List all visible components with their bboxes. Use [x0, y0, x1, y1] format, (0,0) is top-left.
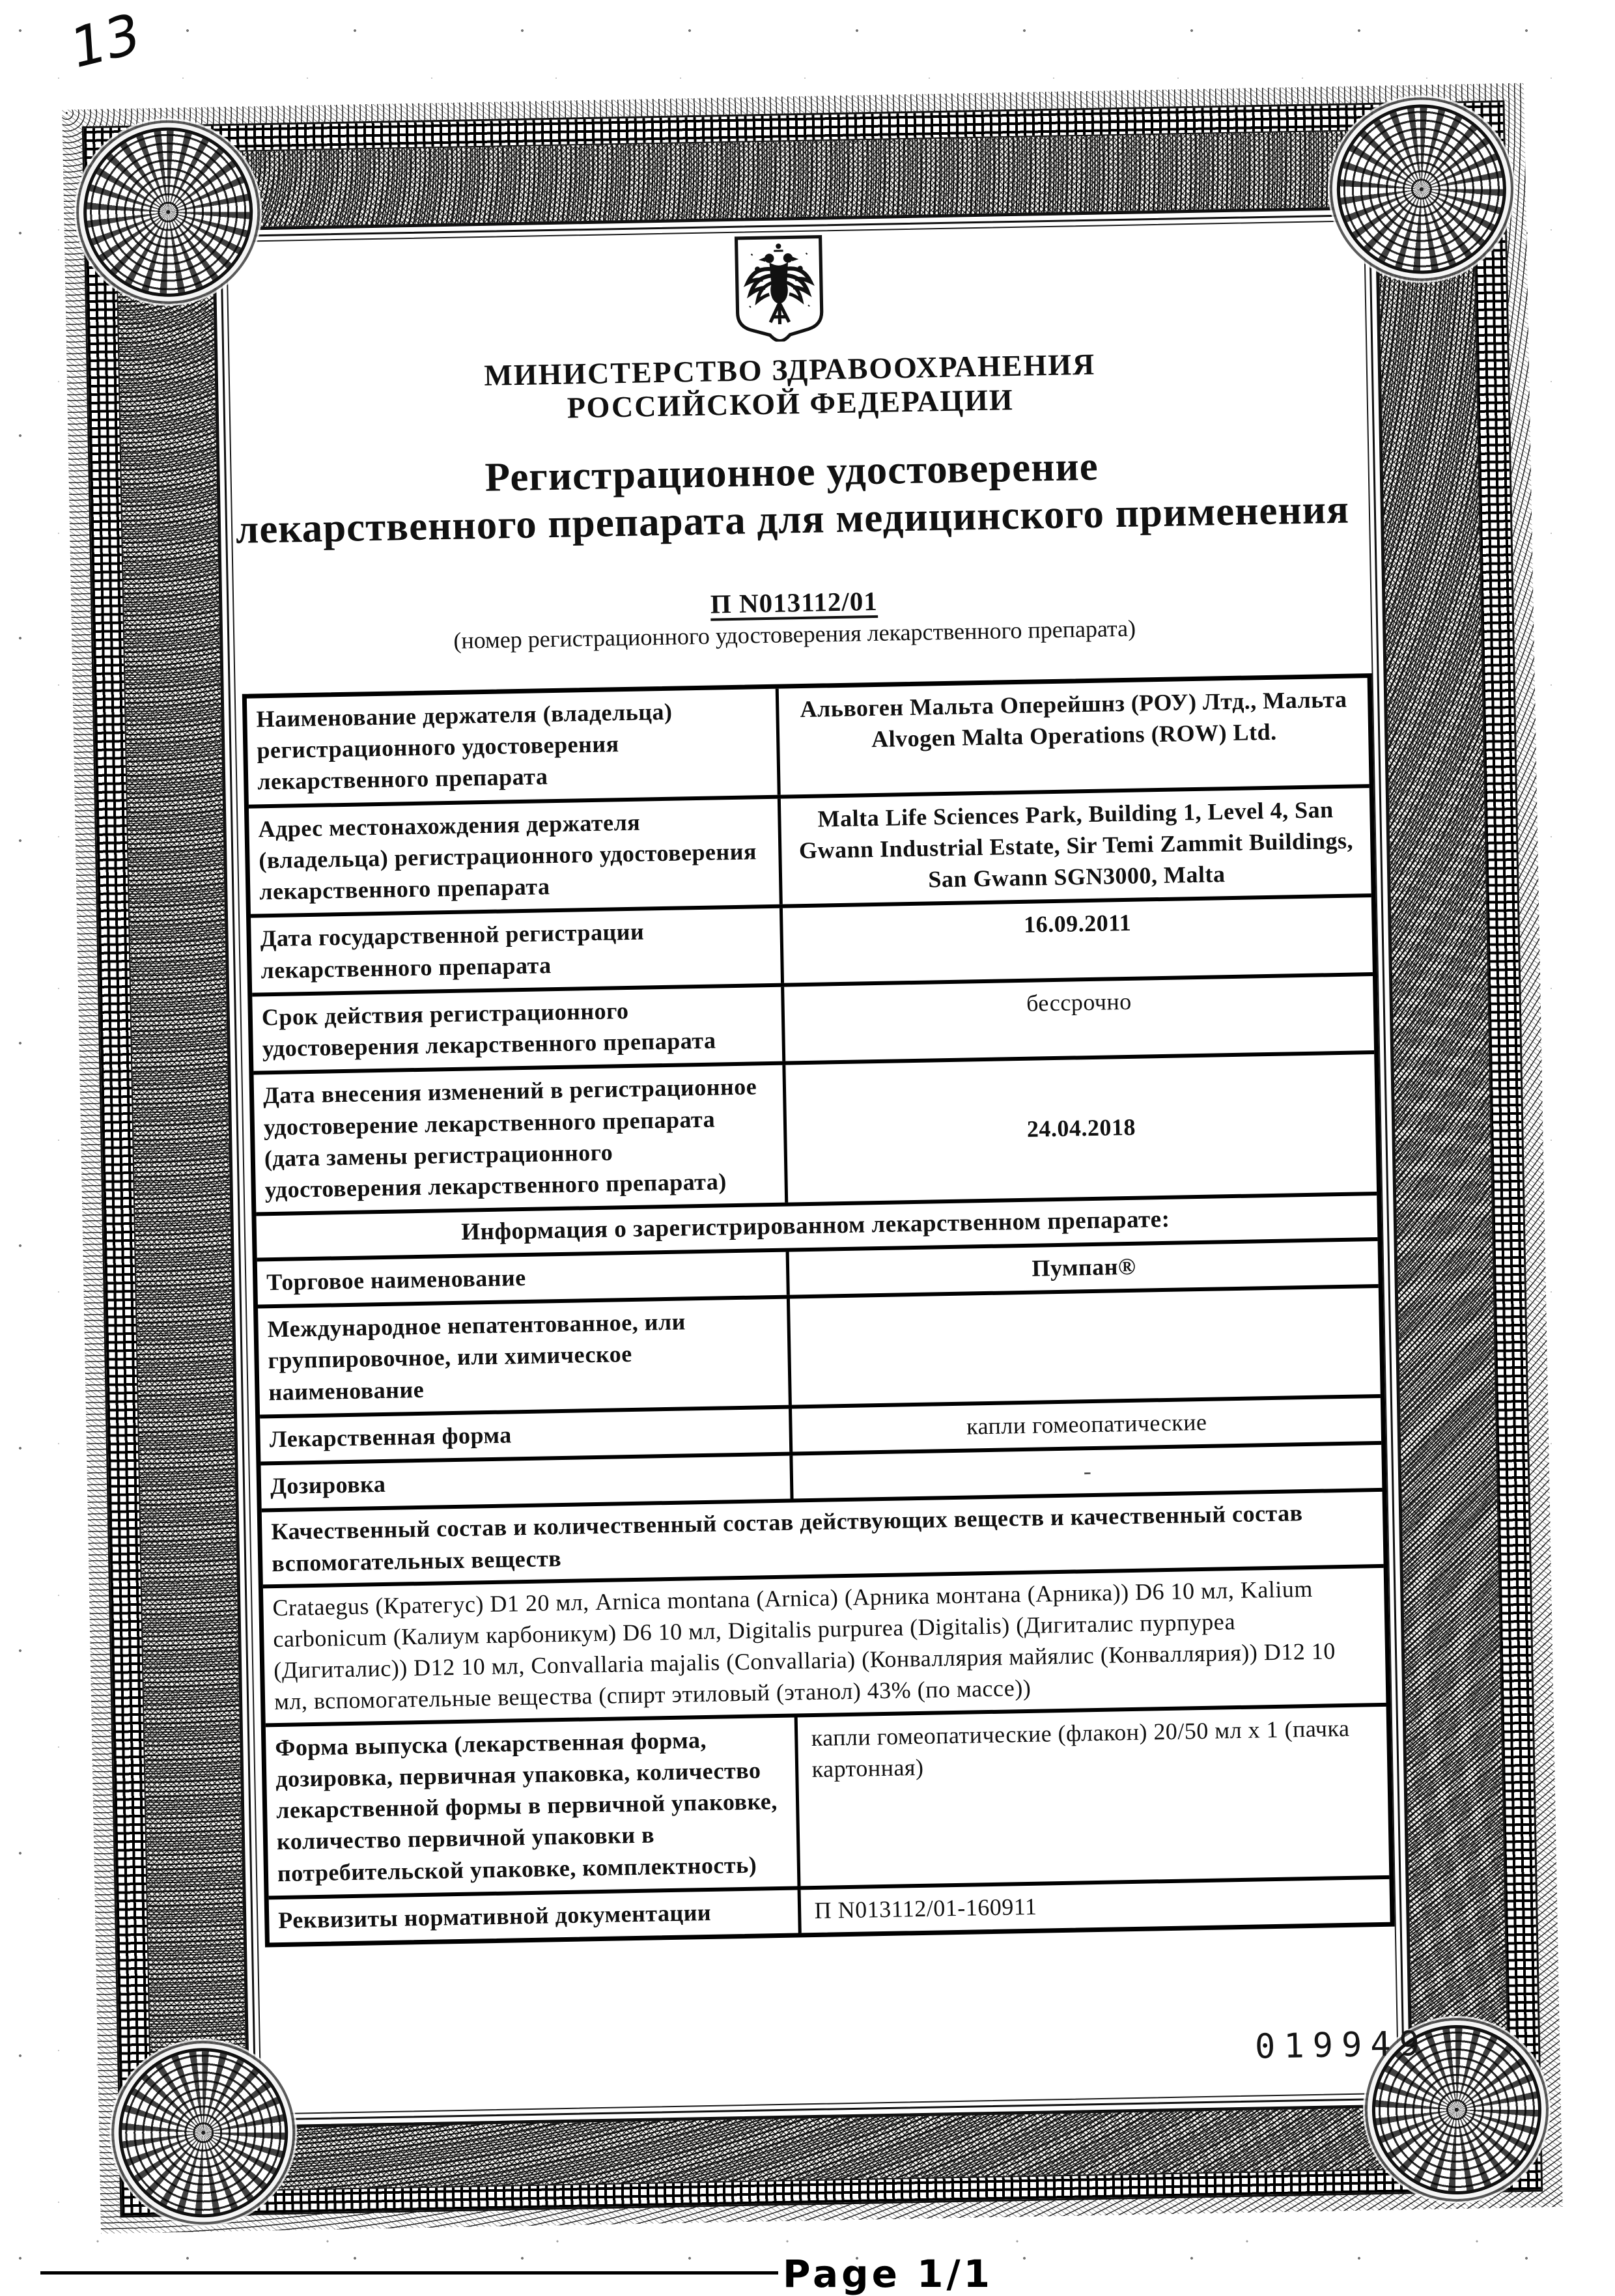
title-line-2: лекарственного препарата для медицинского применения: [235, 486, 1350, 552]
row-label: Торговое наименование: [257, 1252, 791, 1304]
footer-page-indicator: Page 1/1: [783, 2252, 994, 2296]
section-header: Информация о зарегистрированном лекарственном препарате:: [460, 1206, 1170, 1246]
row-label: Лекарственная форма: [260, 1408, 793, 1461]
handwritten-page-mark: 13: [69, 0, 141, 82]
table-row-amend-date: [253, 1050, 1377, 1212]
table-row-release-form: [266, 1703, 1390, 1896]
row-label: Срок действия регистрационного удостоверения лекарственного препарата: [252, 987, 785, 1071]
row-value: Пумпан®: [1032, 1253, 1136, 1281]
ministry-line-1: МИНИСТЕРСТВО ЗДРАВООХРАНЕНИЯ: [483, 347, 1096, 392]
row-value: Malta Life Sciences Park, Building 1, Level 4, San Gwann Industrial Estate, Sir Temi Zammit Buildings, San Gwann SGN3000, Malta: [798, 796, 1354, 893]
footer-rule: [40, 2271, 778, 2275]
table-row-holder-name: [247, 678, 1369, 804]
blank-serial-number: 019949: [1254, 2024, 1429, 2067]
row-label: Наименование держателя (владельца) регистрационного удостоверения лекарственного препарата: [247, 689, 781, 805]
certificate-table: [242, 673, 1395, 1948]
row-value: капли гомеопатические (флакон) 20/50 мл x 1 (пачка картонная): [811, 1715, 1350, 1782]
row-label: Международное непатентованное, или группировочное, или химическое наименование: [258, 1299, 792, 1415]
table-row-holder-address: [249, 784, 1371, 914]
registration-number-caption: (номер регистрационного удостоверения лекарственного препарата): [453, 615, 1136, 654]
row-label: Адрес местонахождения держателя (владельца) регистрационного удостоверения лекарственного препарата: [249, 798, 783, 914]
table-row-inn: [258, 1284, 1381, 1414]
ministry-line-2: РОССИЙСКОЙ ФЕДЕРАЦИИ: [567, 382, 1015, 425]
title-line-1: Регистрационное удостоверение: [484, 443, 1099, 500]
row-label: Дата государственной регистрации лекарственного препарата: [251, 908, 784, 992]
row-value: 24.04.2018: [1026, 1113, 1136, 1142]
coat-of-arms-icon: [731, 232, 828, 343]
composition-text: Crataegus (Кратегус) D1 20 мл, Arnica montana (Arnica) (Арника монтана (Арника)) D6 10 мл, Kalium carbonicum (Калиум карбоникум) D6 10 мл, Digitalis purpurea (Digitalis) (Дигиталис пурпуреа (Дигиталис)) D12 10 мл, Convallaria majalis (Convallaria) (Конваллярия майялис (Конваллярия)) D12 10 мл, вспомогательные вещества (спирт этиловый (этанол) 43% (по массе)): [272, 1575, 1336, 1715]
row-label: Дозировка: [260, 1456, 794, 1509]
row-value: капли гомеопатические: [966, 1408, 1207, 1440]
row-label: Дата внесения изменений в регистрационное удостоверение лекарственного препарата (дата замены регистрационного удостоверения лекарственного препарата): [253, 1065, 788, 1212]
registration-number: П N013112/01: [710, 585, 878, 619]
row-value: [790, 1288, 1380, 1405]
composition-header: Качественный состав и количественный состав действующих веществ и качественный состав вспомогательных веществ: [270, 1500, 1303, 1576]
row-value: 16.09.2011: [1023, 910, 1132, 938]
row-value: -: [1083, 1458, 1092, 1485]
row-value: Альвоген Мальта Оперейшнз (РОУ) Лтд., Мальта Alvogen Malta Operations (ROW) Ltd.: [800, 686, 1347, 753]
table-row-composition-text: [263, 1564, 1386, 1723]
row-value: П N013112/01-160911: [814, 1893, 1037, 1924]
row-label: Форма выпуска (лекарственная форма, дозировка, первичная упаковка, количество лекарственной формы в первичной упаковке, количество первичной упаковки в потребительской упаковке, комплектность): [266, 1717, 801, 1896]
row-label: Реквизиты нормативной документации: [269, 1890, 802, 1942]
row-value: бессрочно: [1026, 988, 1132, 1016]
